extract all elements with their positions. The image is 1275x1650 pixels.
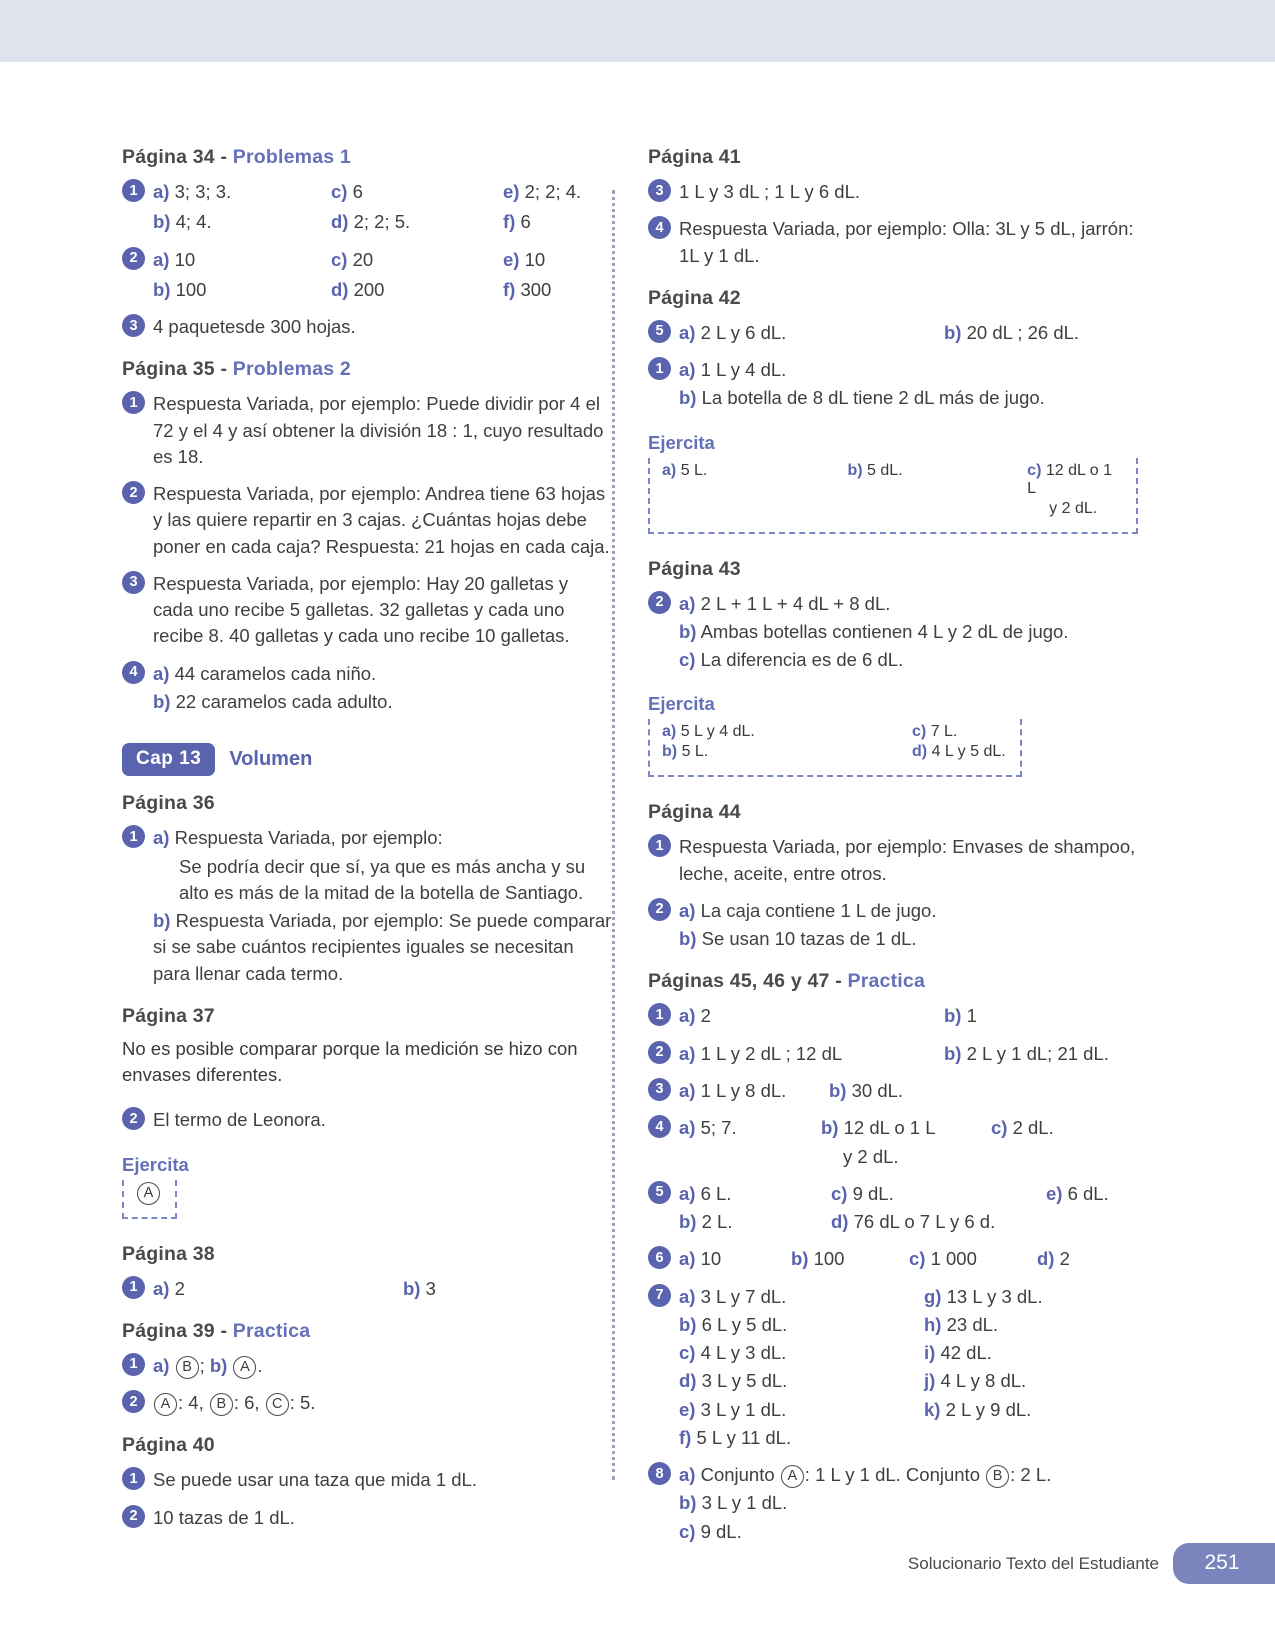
item-number: 3: [122, 571, 145, 594]
answer-item-4: 4 a) 5; 7. b) 12 dL o 1 L y 2 dL. c) 2 dL.: [648, 1113, 1138, 1172]
option-circle-c: C: [266, 1393, 289, 1416]
ejercita-box: a) 5 L. b) 5 dL. c) 12 dL o 1 L y 2 dL.: [648, 458, 1138, 534]
item-number: 1: [122, 1353, 145, 1376]
answer-item-3: 3 a) 1 L y 8 dL. b) 30 dL.: [648, 1076, 1138, 1106]
item-number: 1: [122, 1467, 145, 1490]
heading-paginas-45-46-47: Páginas 45, 46 y 47 - Practica: [648, 970, 926, 993]
answer-item-3: 3 4 paquetesde 300 hojas.: [122, 312, 612, 342]
heading-pagina-37: Página 37: [122, 1004, 215, 1027]
answer-item-5: 5 a) 6 L. b) 2 L. c) 9 dL. d) 76 dL o 7 L y 6 d. e) 6 dL.: [648, 1179, 1138, 1238]
item-number: 2: [648, 1041, 671, 1064]
heading-pagina-44: Página 44: [648, 801, 741, 824]
answer-item-1: 1 Respuesta Variada, por ejemplo: Envases de shampoo, leche, aceite, entre otros.: [648, 832, 1138, 889]
item-number: 5: [648, 1181, 671, 1204]
heading-pagina-40: Página 40: [122, 1434, 215, 1457]
page-footer: [908, 1543, 1275, 1584]
item-number: 2: [122, 1107, 145, 1130]
right-column: [648, 130, 1138, 1554]
heading-pagina-42: Página 42: [648, 286, 741, 309]
chapter-header: [122, 743, 612, 776]
item-number: 3: [648, 1078, 671, 1101]
item-number: 2: [122, 481, 145, 504]
item-number: 1: [648, 357, 671, 380]
pagina-37-intro: No es posible comparar porque la medición se hizo con envases diferentes.: [122, 1037, 578, 1086]
answer-item-2: 2 a) 1 L y 2 dL ; 12 dL b) 2 L y 1 dL; 21 dL.: [648, 1039, 1138, 1069]
top-banner: [0, 0, 1275, 62]
heading-pagina-34: Página 34 - Problemas 1: [122, 146, 351, 168]
option-circle-b: B: [176, 1356, 199, 1379]
heading-pagina-41: Página 41: [648, 146, 741, 168]
answer-item-1: 1 Se puede usar una taza que mida 1 dL.: [122, 1465, 612, 1495]
item-number: 1: [122, 179, 145, 202]
answer-item-1: 1 a) 2 b) 3: [122, 1274, 612, 1304]
item-number: 7: [648, 1284, 671, 1307]
heading-pagina-36: Página 36: [122, 792, 215, 815]
page-body: [0, 62, 1275, 1650]
heading-pagina-43: Página 43: [648, 557, 741, 580]
ejercita-label: Ejercita: [648, 431, 715, 453]
answer-item-1: 1 a) B ; b) A .: [122, 1351, 612, 1381]
item-number: 4: [648, 216, 671, 239]
heading-pagina-39: Página 39 - Practica: [122, 1319, 311, 1342]
answer-item-1: 1 a) Respuesta Variada, por ejemplo: Se podría decir que sí, ya que es más ancha y su alto es más de la mitad de la botella de Santiago. b) Respuesta Variada, por ejemplo: Se puede comparar si se sabe cuántos recipientes iguales se necesitan para llenar cada termo.: [122, 823, 612, 989]
answer-item-3: 3 1 L y 3 dL ; 1 L y 6 dL.: [648, 177, 1138, 207]
option-circle-b: B: [210, 1393, 233, 1416]
column-divider: [612, 190, 615, 1480]
page-number-badge: 251: [1173, 1543, 1275, 1584]
item-number: 2: [122, 247, 145, 270]
option-circle-a: A: [233, 1356, 256, 1379]
answer-item-2: 2 El termo de Leonora.: [122, 1105, 612, 1135]
item-number: 3: [122, 314, 145, 337]
answer-item-3: 3 Respuesta Variada, por ejemplo: Hay 20 galletas y cada uno recibe 5 galletas. 32 galletas y cada uno recibe 8. 40 galletas y cada uno recibe 10 galletas.: [122, 569, 612, 652]
item-number: 2: [122, 1505, 145, 1528]
item-number: 4: [648, 1115, 671, 1138]
heading-pagina-35: Página 35 - Problemas 2: [122, 358, 351, 381]
item-number: 4: [122, 661, 145, 684]
item-number: 2: [648, 591, 671, 614]
answer-item-4: 4 a) 44 caramelos cada niño. b) 22 caramelos cada adulto.: [122, 659, 612, 718]
answer-item-2: 2 a) 10 c) 20 e) 10 b) 100 d) 200 f) 300: [122, 245, 612, 306]
option-circle-a: A: [137, 1182, 160, 1205]
item-number: 8: [648, 1462, 671, 1485]
footer-label: Solucionario Texto del Estudiante: [907, 1553, 1159, 1573]
item-number: 1: [122, 825, 145, 848]
heading-pagina-38: Página 38: [122, 1242, 215, 1265]
answer-item-2: 2 a) La caja contiene 1 L de jugo. b) Se usan 10 tazas de 1 dL.: [648, 896, 1138, 955]
item-number: 1: [122, 391, 145, 414]
answer-item-7: 7 a) 3 L y 7 dL. b) 6 L y 5 dL. c) 4 L y 3 dL. d) 3 L y 5 dL. e) 3 L y 1 dL. f) 5 L y 11 dL. g) 13 L y 3 dL. h) 23 dL. i) 42 dL. j) 4 L y 8 dL. k) 2 L y 9 dL.: [648, 1282, 1138, 1454]
ejercita-label: Ejercita: [648, 693, 715, 715]
ejercita-label: Ejercita: [122, 1153, 189, 1175]
answer-item-2: 2 A : 4, B : 6, C : 5.: [122, 1388, 612, 1418]
option-circle-a: A: [781, 1465, 804, 1488]
chapter-badge: Cap 13: [122, 743, 215, 776]
item-number: 1: [122, 1276, 145, 1299]
answer-item-4: 4 Respuesta Variada, por ejemplo: Olla: 3L y 5 dL, jarrón: 1L y 1 dL.: [648, 214, 1138, 271]
item-number: 3: [648, 179, 671, 202]
item-number: 6: [648, 1246, 671, 1269]
left-column: [122, 130, 612, 1540]
answer-item-2: 2 Respuesta Variada, por ejemplo: Andrea tiene 63 hojas y las quiere repartir en 3 cajas. ¿Cuántas hojas debe poner en cada caja? Respuesta: 21 hojas en cada caja.: [122, 479, 612, 562]
chapter-title: Volumen: [229, 748, 313, 771]
ejercita-box: [122, 1180, 177, 1219]
item-number: 1: [648, 834, 671, 857]
answer-item-1: 1 a) 3; 3; 3. c) 6 e) 2; 2; 4. b) 4; 4. d) 2; 2; 5. f) 6: [122, 177, 612, 238]
item-number: 2: [648, 898, 671, 921]
option-circle-b: B: [986, 1465, 1009, 1488]
answer-item-1: 1 Respuesta Variada, por ejemplo: Puede dividir por 4 el 72 y el 4 y así obtener la división 18 : 1, cuyo resultado es 18.: [122, 389, 612, 472]
option-circle-a: A: [154, 1393, 177, 1416]
ejercita-box: a) 5 L y 4 dL. b) 5 L. c) 7 L. d) 4 L y 5 dL.: [648, 719, 1022, 777]
answer-item-6: 6 a) 10 b) 100 c) 1 000 d) 2: [648, 1244, 1138, 1274]
item-number: 2: [122, 1390, 145, 1413]
answer-item-1: 1 a) 1 L y 4 dL. b) La botella de 8 dL tiene 2 dL más de jugo.: [648, 355, 1138, 414]
answer-item-2: 2 10 tazas de 1 dL.: [122, 1503, 612, 1533]
answer-item-1: 1 a) 2 b) 1: [648, 1001, 1138, 1031]
item-number: 1: [648, 1003, 671, 1026]
item-number: 5: [648, 320, 671, 343]
answer-item-2: 2 a) 2 L + 1 L + 4 dL + 8 dL. b) Ambas botellas contienen 4 L y 2 dL de jugo. c) La diferencia es de 6 dL.: [648, 589, 1138, 676]
answer-item-8: 8 a) Conjunto A : 1 L y 1 dL. Conjunto B : 2 L. b) 3 L y 1 dL. c) 9 dL.: [648, 1460, 1138, 1547]
answer-item-5: 5 a) 2 L y 6 dL. b) 20 dL ; 26 dL.: [648, 318, 1138, 348]
